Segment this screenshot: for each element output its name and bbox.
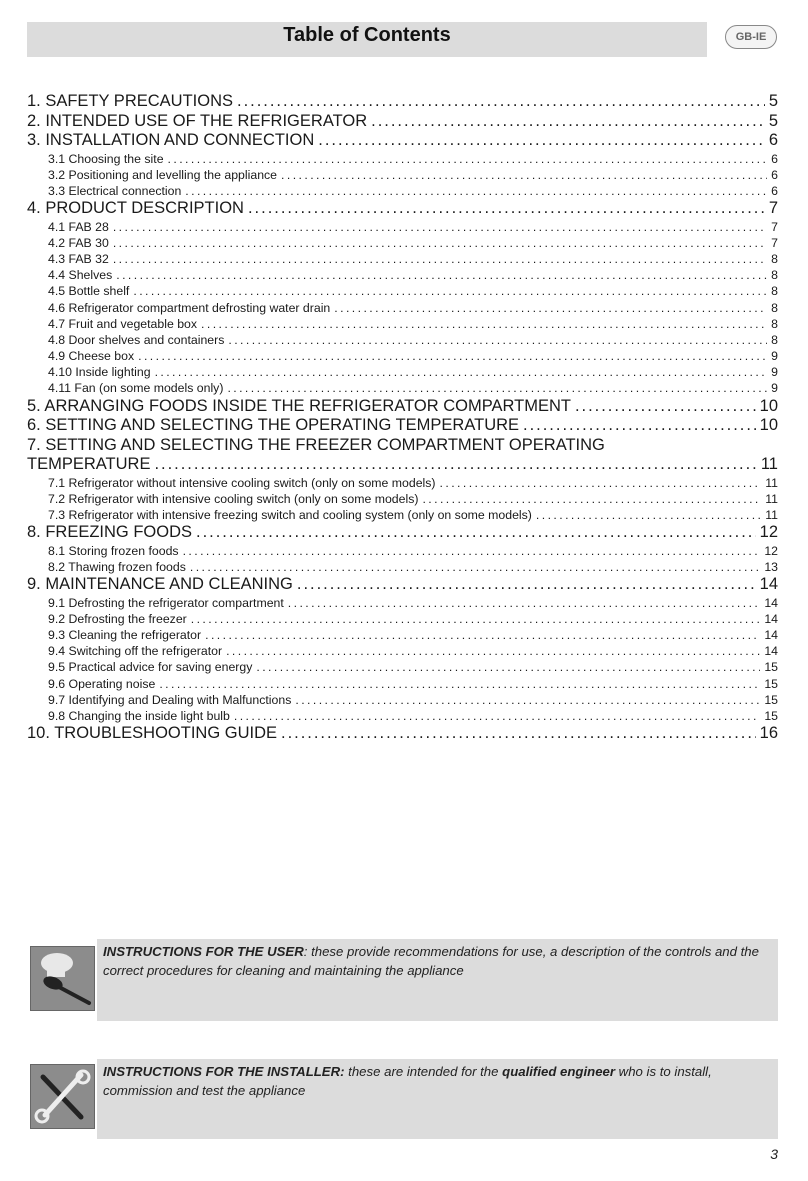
toc-leader-dots xyxy=(183,543,761,559)
toc-entry-page: 11 xyxy=(765,491,778,506)
toc-entry[interactable] xyxy=(27,595,778,611)
toc-entry-label: 4.7 Fruit and vegetable box xyxy=(48,316,198,331)
toc-entry[interactable] xyxy=(27,235,778,251)
toc-entry-page: 9 xyxy=(771,349,778,364)
toc-entry[interactable] xyxy=(27,575,778,595)
toc-leader-dots xyxy=(228,332,767,348)
toc-leader-dots xyxy=(116,267,767,283)
toc-leader-dots xyxy=(113,235,767,251)
toc-leader-dots xyxy=(295,692,760,708)
toc-entry[interactable] xyxy=(27,316,778,332)
toc-entry-label: 9.4 Switching off the refrigerator xyxy=(48,644,223,659)
toc-entry-page: 11 xyxy=(760,455,778,474)
toc-entry-page: 14 xyxy=(764,644,778,659)
toc-leader-dots xyxy=(133,283,767,299)
toc-entry-page: 12 xyxy=(764,543,778,558)
toc-entry-label: 9.2 Defrosting the freezer xyxy=(48,611,187,626)
toc-entry-label: 4.11 Fan (on some models only) xyxy=(48,381,224,396)
toc-entry-page: 14 xyxy=(764,611,778,626)
toc-entry[interactable] xyxy=(27,251,778,267)
toc-entry-label: 9. MAINTENANCE AND CLEANING xyxy=(27,575,293,594)
toc-entry[interactable] xyxy=(27,397,778,417)
toc-entry-label: TEMPERATURE xyxy=(27,455,151,474)
toc-entry[interactable] xyxy=(27,416,778,436)
toc-entry-label: 4.4 Shelves xyxy=(48,268,113,283)
toc-entry-label: 1. SAFETY PRECAUTIONS xyxy=(27,92,233,110)
toc-entry[interactable] xyxy=(27,199,778,219)
toc-entry[interactable] xyxy=(27,267,778,283)
toc-entry-label: 8.1 Storing frozen foods xyxy=(48,543,179,558)
toc-leader-dots xyxy=(168,151,768,167)
toc-entry-label: 6. SETTING AND SELECTING THE OPERATING TEMPERATURE xyxy=(27,416,520,435)
toc-entry-page: 9 xyxy=(771,381,778,396)
toc-leader-dots xyxy=(159,676,760,692)
toc-entry[interactable] xyxy=(27,183,778,199)
toc-entry[interactable] xyxy=(27,219,778,235)
toc-entry[interactable] xyxy=(27,611,778,627)
toc-entry-page: 15 xyxy=(764,708,778,723)
toc-entry-page: 6 xyxy=(771,167,778,182)
table-of-contents xyxy=(27,92,778,744)
toc-entry-label: 3.1 Choosing the site xyxy=(48,151,164,166)
toc-leader-dots xyxy=(281,167,767,183)
qualified-engineer-emphasis: qualified engineer xyxy=(502,1064,616,1079)
page-number: 3 xyxy=(770,1146,778,1162)
toc-entry[interactable] xyxy=(27,475,778,491)
toc-entry-label: 4.2 FAB 30 xyxy=(48,235,109,250)
toc-leader-dots xyxy=(201,316,767,332)
toc-entry-page: 6 xyxy=(771,151,778,166)
toc-leader-dots xyxy=(226,643,760,659)
toc-entry[interactable] xyxy=(27,151,778,167)
user-instructions-heading: INSTRUCTIONS FOR THE USER xyxy=(103,944,304,959)
toc-entry[interactable] xyxy=(27,659,778,675)
toc-leader-dots xyxy=(422,491,761,507)
toc-leader-dots xyxy=(248,199,765,219)
toc-entry[interactable] xyxy=(27,643,778,659)
installer-instructions-text xyxy=(103,1062,774,1100)
toc-entry-page: 8 xyxy=(771,251,778,266)
toc-entry-label: 3. INSTALLATION AND CONNECTION xyxy=(27,131,315,149)
toc-entry[interactable] xyxy=(27,131,778,151)
toc-entry[interactable] xyxy=(27,543,778,559)
toc-entry-page: 7 xyxy=(771,219,778,234)
toc-leader-dots xyxy=(113,251,767,267)
toc-entry-label: 7.2 Refrigerator with intensive cooling switch (only on some models) xyxy=(48,491,419,506)
user-instructions-box xyxy=(97,939,778,1021)
toc-entry-page: 8 xyxy=(771,300,778,315)
toc-entry-page: 15 xyxy=(764,676,778,691)
toc-leader-dots xyxy=(237,92,765,112)
toc-entry[interactable] xyxy=(27,364,778,380)
toc-entry-page: 8 xyxy=(771,268,778,283)
toc-entry-page: 14 xyxy=(764,627,778,642)
toc-entry-page: 14 xyxy=(759,575,778,594)
toc-entry[interactable] xyxy=(27,627,778,643)
toc-entry-page: 11 xyxy=(765,508,778,522)
toc-leader-dots xyxy=(227,380,767,396)
toc-entry-page: 10 xyxy=(759,396,778,415)
toc-entry[interactable] xyxy=(27,455,778,475)
toc-entry-label: 4.5 Bottle shelf xyxy=(48,284,130,299)
toc-entry-label: 9.5 Practical advice for saving energy xyxy=(48,660,253,675)
toc-entry-label: 9.8 Changing the inside light bulb xyxy=(48,708,230,723)
toc-leader-dots xyxy=(536,507,761,523)
toc-entry-page: 16 xyxy=(759,724,778,743)
toc-leader-dots xyxy=(155,364,768,380)
toc-entry-label: 4.8 Door shelves and containers xyxy=(48,332,225,347)
toc-entry-label: 4.1 FAB 28 xyxy=(48,219,109,234)
toc-leader-dots xyxy=(297,575,756,595)
toc-entry[interactable] xyxy=(27,676,778,692)
toc-leader-dots xyxy=(190,559,760,575)
toc-entry[interactable] xyxy=(27,523,778,543)
toc-entry-label: 7.3 Refrigerator with intensive freezing switch and cooling system (only on some models) xyxy=(48,508,532,522)
toc-leader-dots xyxy=(205,627,760,643)
user-instructions-body: : these provide recommendations for use, a description of the controls and the correct procedures for cleaning and maintaining the appliance xyxy=(103,944,759,978)
installer-text-after: who is to install, commission and test the appliance xyxy=(103,1064,712,1098)
toc-leader-dots xyxy=(138,348,767,364)
installer-text-before: these are intended for the xyxy=(344,1064,503,1079)
toc-entry[interactable] xyxy=(27,436,778,456)
toc-entry-page: 10 xyxy=(759,416,778,435)
toc-leader-dots xyxy=(371,112,765,132)
toc-entry-label: 9.7 Identifying and Dealing with Malfunctions xyxy=(48,692,292,707)
toc-entry-label: 7.1 Refrigerator without intensive cooling switch (only on some models) xyxy=(48,475,436,490)
toc-entry-page: 9 xyxy=(771,365,778,380)
toc-entry-label: 4.3 FAB 32 xyxy=(48,251,109,266)
toc-entry[interactable] xyxy=(27,92,778,112)
toc-entry[interactable] xyxy=(27,692,778,708)
toc-entry-page: 15 xyxy=(764,660,778,675)
toc-entry-label: 3.2 Positioning and levelling the appliance xyxy=(48,167,278,182)
toc-entry-page: 14 xyxy=(764,595,778,610)
toc-entry[interactable] xyxy=(27,559,778,575)
toc-entry[interactable] xyxy=(27,167,778,183)
toc-entry-page: 5 xyxy=(768,92,778,110)
toc-entry-label: 3.3 Electrical connection xyxy=(48,183,182,198)
toc-leader-dots xyxy=(234,708,760,724)
toc-entry-label: 9.3 Cleaning the refrigerator xyxy=(48,627,202,642)
installer-instructions-box xyxy=(97,1059,778,1139)
toc-entry[interactable] xyxy=(27,112,778,132)
toc-leader-dots xyxy=(334,300,767,316)
toc-entry[interactable] xyxy=(27,708,778,724)
toc-entry-page: 12 xyxy=(759,523,778,542)
toc-entry[interactable] xyxy=(27,348,778,364)
toc-entry-page: 8 xyxy=(771,284,778,299)
user-instructions-text xyxy=(103,942,774,980)
toc-leader-dots xyxy=(185,183,767,199)
toc-entry-label: 10. TROUBLESHOOTING GUIDE xyxy=(27,724,277,743)
tools-icon xyxy=(30,1064,95,1129)
toc-leader-dots xyxy=(196,523,756,543)
toc-entry-page: 13 xyxy=(764,559,778,574)
installer-instructions-heading: INSTRUCTIONS FOR THE INSTALLER: xyxy=(103,1064,345,1079)
toc-entry-label: 9.1 Defrosting the refrigerator compartment xyxy=(48,595,284,610)
toc-leader-dots xyxy=(575,397,756,417)
toc-entry-label: 9.6 Operating noise xyxy=(48,676,156,691)
toc-leader-dots xyxy=(523,416,756,436)
toc-entry-label: 4.6 Refrigerator compartment defrosting water drain xyxy=(48,300,331,315)
toc-entry-page: 15 xyxy=(764,692,778,707)
toc-entry[interactable] xyxy=(27,507,778,523)
toc-leader-dots xyxy=(318,131,765,151)
page-title: Table of Contents xyxy=(283,24,451,46)
toc-entry[interactable] xyxy=(27,283,778,299)
toc-entry-page: 6 xyxy=(771,183,778,198)
language-badge: GB-IE xyxy=(725,25,777,49)
toc-entry-page: 6 xyxy=(768,131,778,149)
toc-entry-label: 5. ARRANGING FOODS INSIDE THE REFRIGERATOR COMPARTMENT xyxy=(27,396,571,415)
chef-icon xyxy=(30,946,95,1011)
toc-entry-page: 5 xyxy=(768,111,778,130)
toc-entry[interactable] xyxy=(27,300,778,316)
toc-entry-label: 4.9 Cheese box xyxy=(48,349,135,364)
toc-entry-page: 7 xyxy=(771,235,778,250)
toc-entry-page: 7 xyxy=(768,199,778,218)
toc-entry[interactable] xyxy=(27,491,778,507)
toc-entry-label: 7. SETTING AND SELECTING THE FREEZER COMPARTMENT OPERATING xyxy=(27,435,605,454)
toc-leader-dots xyxy=(440,475,762,491)
toc-entry-label: 8.2 Thawing frozen foods xyxy=(48,559,186,574)
toc-leader-dots xyxy=(154,455,756,475)
toc-entry-label: 4.10 Inside lighting xyxy=(48,365,151,380)
toc-entry-label: 2. INTENDED USE OF THE REFRIGERATOR xyxy=(27,111,368,130)
toc-entry[interactable] xyxy=(27,380,778,396)
toc-entry[interactable] xyxy=(27,724,778,744)
toc-leader-dots xyxy=(113,219,767,235)
toc-leader-dots xyxy=(256,659,760,675)
toc-leader-dots xyxy=(288,595,761,611)
toc-entry-page: 8 xyxy=(771,316,778,331)
toc-leader-dots xyxy=(191,611,761,627)
toc-entry-label: 4. PRODUCT DESCRIPTION xyxy=(27,199,244,218)
toc-entry-page: 11 xyxy=(765,475,778,490)
toc-entry-page: 8 xyxy=(771,332,778,347)
toc-entry[interactable] xyxy=(27,332,778,348)
title-bar xyxy=(27,22,707,57)
toc-leader-dots xyxy=(281,724,756,744)
toc-entry-label: 8. FREEZING FOODS xyxy=(27,523,193,542)
